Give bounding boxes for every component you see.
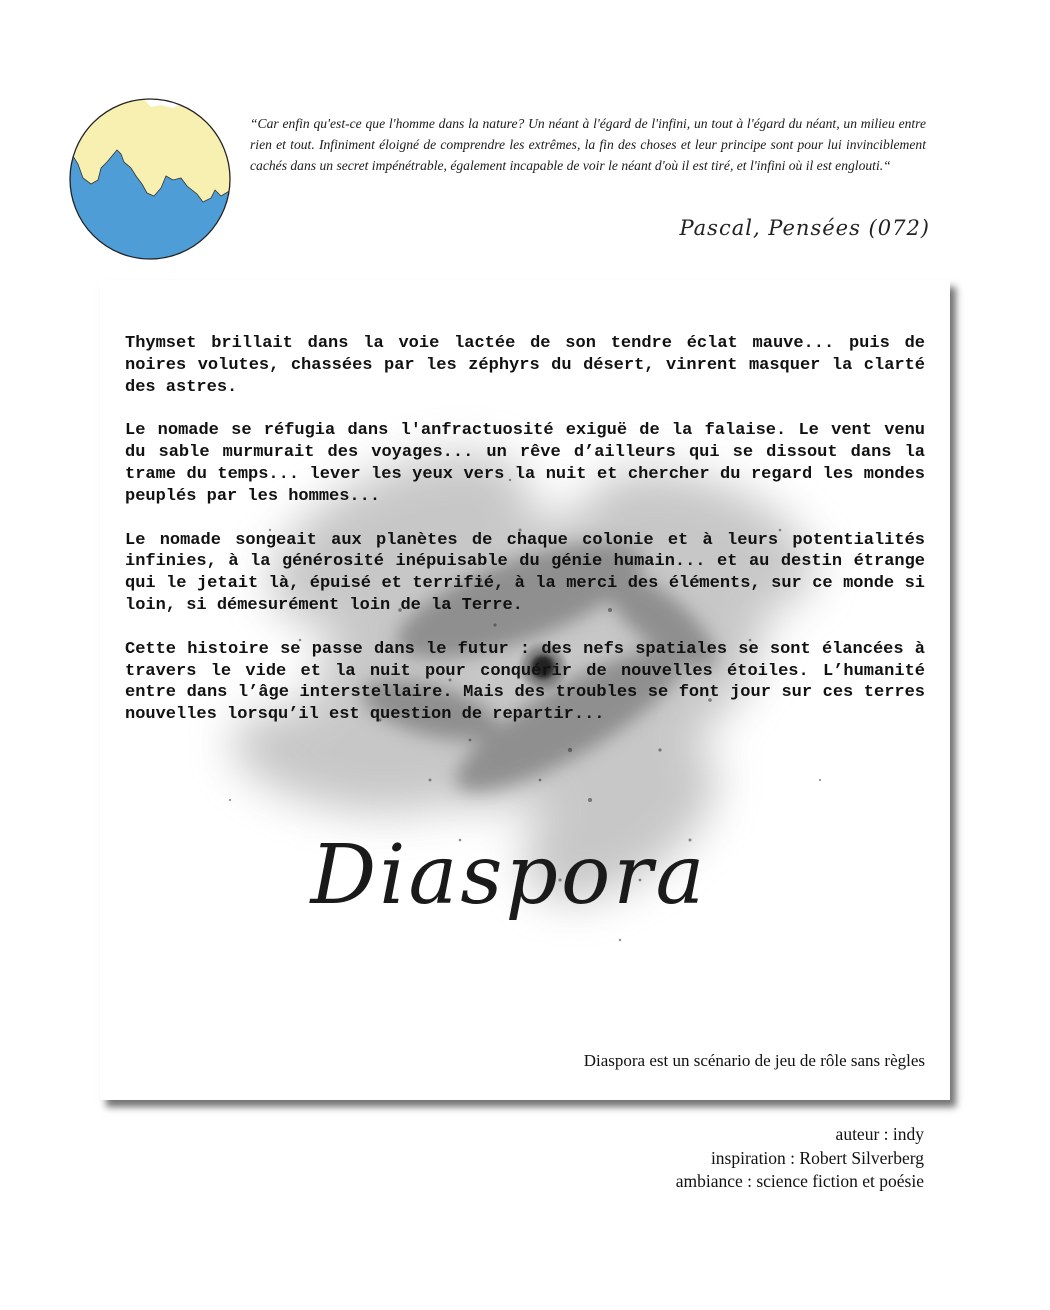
credits bbox=[676, 1123, 924, 1194]
story-paragraph: Cette histoire se passe dans le futur : des nefs spatiales se sont élancées à travers le vide et la nuit pour conquérir de nouvelles étoiles. L’humanité entre dans l’âge interstellaire. Mais des troubles se font jour sur ces terres nouvelles lorsqu’il est question de repartir... bbox=[125, 639, 925, 725]
document-title: Diaspora bbox=[310, 828, 708, 923]
story-text bbox=[125, 333, 925, 748]
credit-inspiration: inspiration : Robert Silverberg bbox=[710, 1147, 924, 1168]
story-paragraph: Thymset brillait dans la voie lactée de son tendre éclat mauve... puis de noires volutes, chassées par les zéphyrs du désert, vinrent masquer la clarté des astres. bbox=[125, 334, 925, 397]
credit-author: auteur : indy bbox=[835, 1124, 924, 1144]
story-paragraph: Le nomade se réfugia dans l'anfractuosité exiguë de la falaise. Le vent venu du sable murmurait des voyages... un rêve d’ailleurs qui se dissout dans la trame du temps... lever les yeux vers la nuit et chercher du regard les mondes peuplés par les hommes... bbox=[125, 421, 925, 506]
pascal-quote: “Car enfin qu'est-ce que l'homme dans la nature? Un néant à l'égard de l'infini, un tout à l'égard du néant, un milieu entre rien et tout. Infiniment éloigné de comprendre les extrêmes, la fin des choses et leur principe sont pour lui invinciblement cachés dans un secret impénétrable, également incapable de voir le néant d'où il est tiré, et l'infini où il est englouti.“ bbox=[250, 116, 926, 173]
tagline: Diaspora est un scénario de jeu de rôle sans règles bbox=[583, 1051, 925, 1070]
quote-attribution: Pascal, Pensées (072) bbox=[679, 216, 930, 240]
story-paragraph: Le nomade songeait aux planètes de chaque colonie et à leurs potentialités infinies, à la générosité inépuisable du génie humain... et au destin étrange qui le jetait là, épuisé et terrifié, à la merci des éléments, sur ce monde si loin, si démesurément loin de la Terre. bbox=[125, 530, 925, 615]
globe-icon bbox=[69, 98, 231, 260]
story-panel bbox=[100, 280, 950, 1100]
credit-ambiance: ambiance : science fiction et poésie bbox=[675, 1171, 924, 1191]
